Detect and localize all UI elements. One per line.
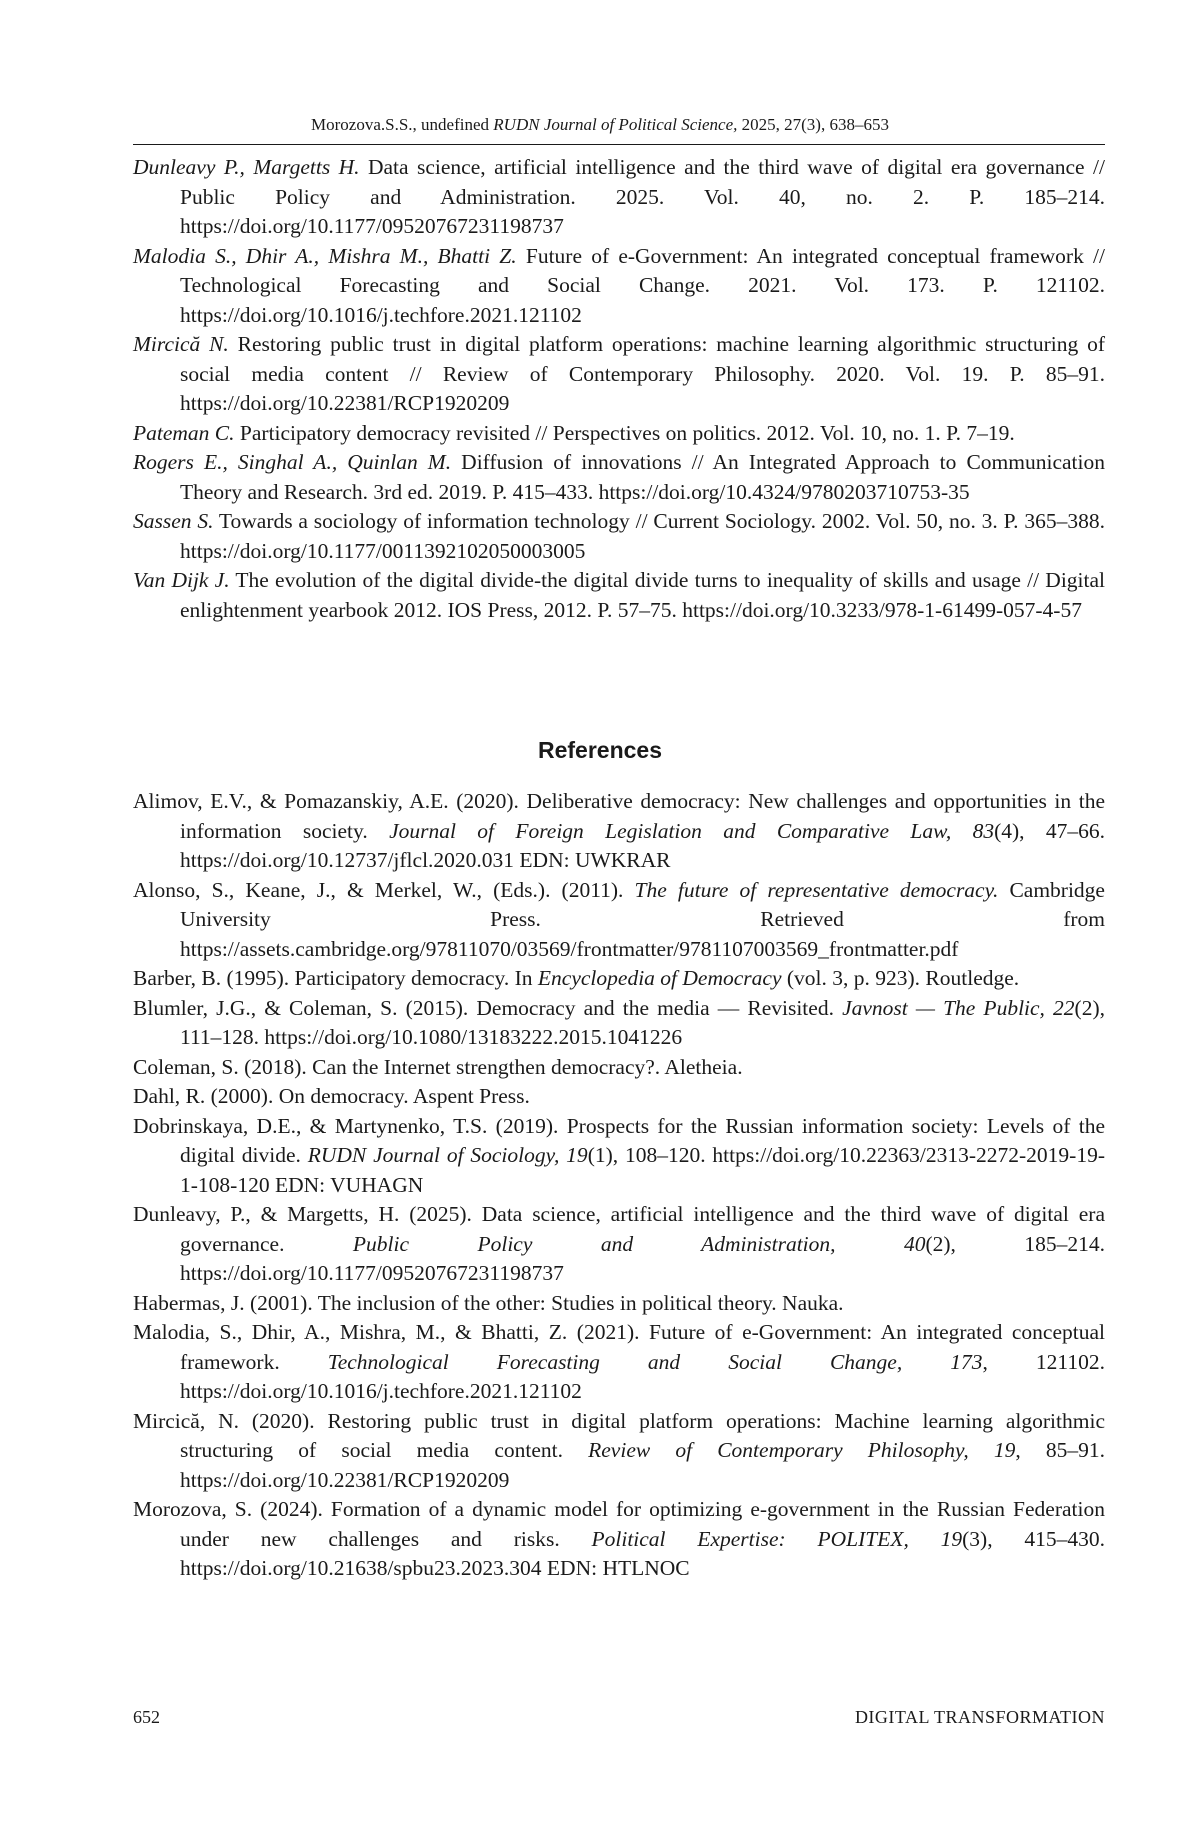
- list-item: [133, 1407, 1105, 1496]
- ref-author: Dunleavy P., Margetts H.: [133, 155, 360, 179]
- ref-text: Alimov, E.V., & Pomazanskiy, A.E. (2020). Deliberative democracy: New challenges and opportunities in the information society.: [133, 789, 1105, 843]
- ref-text: Blumler, J.G., & Coleman, S. (2015). Democracy and the media — Revisited.: [133, 996, 842, 1020]
- ref-source: Encyclopedia of Democracy: [538, 966, 782, 990]
- list-item: [133, 566, 1105, 625]
- list-item: [133, 964, 1105, 994]
- ref-source: The future of representative democracy.: [635, 878, 999, 902]
- ref-details: (vol. 3, p. 923). Routledge.: [782, 966, 1020, 990]
- ref-author: Sassen S.: [133, 509, 213, 533]
- ref-details: (2), 111–128. https://doi.org/10.1080/13183222.2015.1041226: [180, 996, 1105, 1050]
- ref-text: Restoring public trust in digital platform operations: machine learning algorithmic structuring of social media content // Review of Contemporary Philosophy. 2020. Vol. 19. P. 85–91. https://doi.org/10.22381/RCP1920209: [180, 332, 1105, 415]
- list-item: [133, 994, 1105, 1053]
- ref-author: Rogers E., Singhal A., Quinlan M.: [133, 450, 451, 474]
- list-item: [133, 1053, 1105, 1083]
- running-head: [0, 115, 1200, 135]
- ref-text: Dahl, R. (2000). On democracy. Aspent Press.: [133, 1084, 530, 1108]
- list-item: [133, 1495, 1105, 1584]
- list-item: [133, 448, 1105, 507]
- references-heading: References: [0, 736, 1200, 764]
- running-head-journal: RUDN Journal of Political Science,: [493, 115, 737, 134]
- ref-details: , 121102. https://doi.org/10.1016/j.techfore.2021.121102: [180, 1350, 1105, 1404]
- ref-text: Dobrinskaya, D.E., & Martynenko, T.S. (2019). Prospects for the Russian information society: Levels of the digital divide.: [133, 1114, 1105, 1168]
- ref-source: Public Policy and Administration, 40: [353, 1232, 926, 1256]
- ref-details: (4), 47–66. https://doi.org/10.12737/jflcl.2020.031 EDN: UWKRAR: [180, 819, 1105, 873]
- list-item: [133, 1200, 1105, 1289]
- ref-text: Alonso, S., Keane, J., & Merkel, W., (Eds.). (2011).: [133, 878, 635, 902]
- list-item: [133, 330, 1105, 419]
- ref-author: Mircică N.: [133, 332, 229, 356]
- ref-details: (2), 185–214. https://doi.org/10.1177/09520767231198737: [180, 1232, 1105, 1286]
- ref-text: Data science, artificial intelligence and the third wave of digital era governance // Public Policy and Administration. 2025. Vol. 40, no. 2. P. 185–214. https://doi.org/10.1177/09520767231198737: [180, 155, 1105, 238]
- ref-text: Malodia, S., Dhir, A., Mishra, M., & Bhatti, Z. (2021). Future of e-Government: An integrated conceptual framework.: [133, 1320, 1105, 1374]
- ref-details: (3), 415–430. https://doi.org/10.21638/spbu23.2023.304 EDN: HTLNOC: [180, 1527, 1105, 1581]
- ref-source: Technological Forecasting and Social Change, 173: [328, 1350, 983, 1374]
- running-head-authors: Morozova.S.S., undefined: [311, 115, 489, 134]
- header-rule: [133, 144, 1105, 145]
- page-number: 652: [133, 1706, 160, 1728]
- list-item: [133, 507, 1105, 566]
- ref-author: Pateman C.: [133, 421, 235, 445]
- ref-text: Morozova, S. (2024). Formation of a dynamic model for optimizing e-government in the Russian Federation under new challenges and risks.: [133, 1497, 1105, 1551]
- ref-text: Participatory democracy revisited // Perspectives on politics. 2012. Vol. 10, no. 1. P. 7–19.: [235, 421, 1015, 445]
- ref-text: Barber, B. (1995). Participatory democracy. In: [133, 966, 538, 990]
- list-item: [133, 876, 1105, 965]
- ref-text: Coleman, S. (2018). Can the Internet strengthen democracy?. Aletheia.: [133, 1055, 743, 1079]
- ref-source: Political Expertise: POLITEX, 19: [591, 1527, 962, 1551]
- section-title: DIGITAL TRANSFORMATION: [855, 1706, 1105, 1728]
- list-item: [133, 1112, 1105, 1201]
- ref-text: The evolution of the digital divide-the digital divide turns to inequality of skills and usage // Digital enlightenment yearbook 2012. IOS Press, 2012. P. 57–75. https://doi.org/10.3233/978-1-61499-057-4-57: [180, 568, 1105, 622]
- ref-author: Van Dijk J.: [133, 568, 230, 592]
- ref-source: Javnost — The Public, 22: [842, 996, 1074, 1020]
- ref-text: Towards a sociology of information technology // Current Sociology. 2002. Vol. 50, no. 3. P. 365–388. https://doi.org/10.1177/0011392102050003005: [180, 509, 1105, 563]
- ref-source: Journal of Foreign Legislation and Comparative Law, 83: [389, 819, 994, 843]
- ref-text: Habermas, J. (2001). The inclusion of the other: Studies in political theory. Nauka.: [133, 1291, 844, 1315]
- ref-source: Review of Contemporary Philosophy, 19: [588, 1438, 1015, 1462]
- ref-text: Dunleavy, P., & Margetts, H. (2025). Data science, artificial intelligence and the third wave of digital era governance.: [133, 1202, 1105, 1256]
- running-head-issue: 2025, 27(3), 638–653: [742, 115, 889, 134]
- list-item: [133, 153, 1105, 242]
- ref-source: RUDN Journal of Sociology, 19: [308, 1143, 588, 1167]
- ref-text: Future of e-Government: An integrated conceptual framework // Technological Forecasting and Social Change. 2021. Vol. 173. P. 121102. https://doi.org/10.1016/j.techfore.2021.121102: [180, 244, 1105, 327]
- reference-list: [133, 787, 1105, 1584]
- list-item: [133, 1082, 1105, 1112]
- list-item: [133, 787, 1105, 876]
- ref-details: , 85–91. https://doi.org/10.22381/RCP1920209: [180, 1438, 1105, 1492]
- list-item: [133, 242, 1105, 331]
- list-item: [133, 1289, 1105, 1319]
- ref-author: Malodia S., Dhir A., Mishra M., Bhatti Z.: [133, 244, 517, 268]
- ref-text: Diffusion of innovations // An Integrated Approach to Communication Theory and Research. 3rd ed. 2019. P. 415–433. https://doi.org/10.4324/9780203710753-35: [180, 450, 1105, 504]
- ref-details: (1), 108–120. https://doi.org/10.22363/2313-2272-2019-19-1-108-120 EDN: VUHAGN: [180, 1143, 1105, 1197]
- ref-details: Cambridge University Press. Retrieved from https://assets.cambridge.org/97811070/03569/frontmatter/9781107003569_frontmatter.pdf: [180, 878, 1105, 961]
- ref-text: Mircică, N. (2020). Restoring public trust in digital platform operations: Machine learning algorithmic structuring of social media content.: [133, 1409, 1105, 1463]
- list-item: [133, 419, 1105, 449]
- list-item: [133, 1318, 1105, 1407]
- russian-reference-list: [133, 153, 1105, 625]
